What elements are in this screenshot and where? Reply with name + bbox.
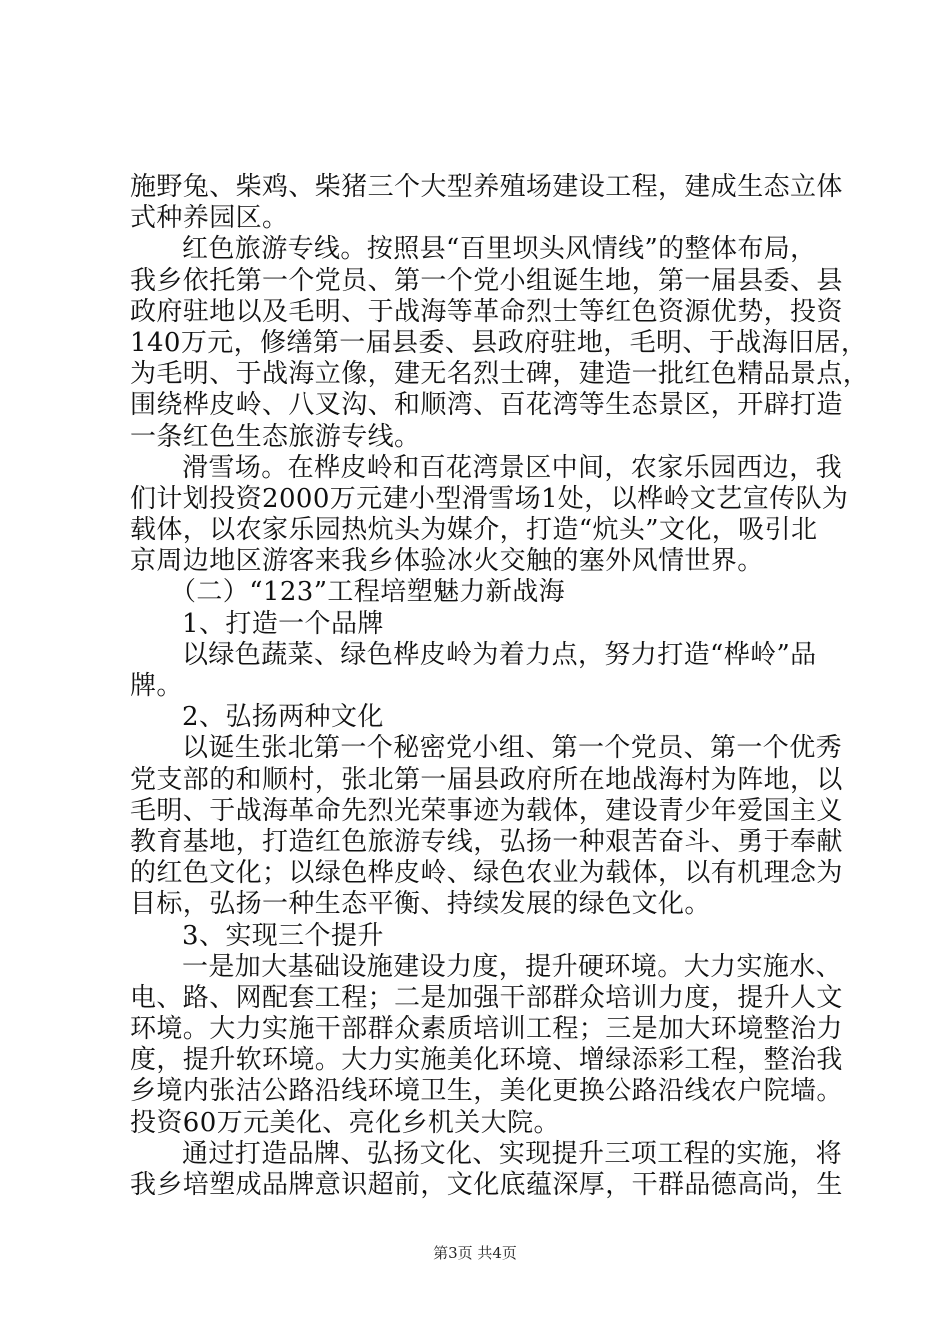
text-line: 3、实现三个提升 [182, 920, 384, 951]
text-line: 一条红色生态旅游专线。 [130, 421, 421, 452]
text-line: 式种养园区。 [130, 203, 289, 234]
text-line: 目标，弘扬一种生态平衡、持续发展的绿色文化。 [130, 889, 711, 920]
text-line: 政府驻地以及毛明、于战海等革命烈士等红色资源优势，投资 [130, 296, 843, 327]
text-line: 投资60万元美化、亮化乡机关大院。 [130, 1107, 560, 1138]
text-line: 的红色文化；以绿色桦皮岭、绿色农业为载体，以有机理念为 [130, 858, 843, 889]
text-line: 1、打造一个品牌 [182, 608, 384, 639]
text-line: 党支部的和顺村，张北第一届县政府所在地战海村为阵地，以 [130, 764, 843, 795]
text-line: 我乡培塑成品牌意识超前，文化底蕴深厚，干群品德高尚，生 [130, 1170, 843, 1200]
text-line: 通过打造品牌、弘扬文化、实现提升三项工程的实施，将 [182, 1138, 843, 1169]
text-line: 载体，以农家乐园热炕头为媒介，打造“炕头”文化，吸引北 [130, 515, 818, 546]
text-line: 为毛明、于战海立像，建无名烈士碑，建造一批红色精品景点， [130, 359, 870, 390]
text-line: 牌。 [130, 671, 183, 701]
text-line: 140万元，修缮第一届县委、县政府驻地，毛明、于战海旧居， [130, 327, 868, 358]
text-line: 2、弘扬两种文化 [182, 702, 384, 733]
text-line: 以诞生张北第一个秘密党小组、第一个党员、第一个优秀 [182, 733, 843, 764]
text-line: 教育基地，打造红色旅游专线，弘扬一种艰苦奋斗、勇于奉献 [130, 826, 843, 857]
text-line: 电、路、网配套工程；二是加强干部群众培训力度，提升人文 [130, 982, 843, 1013]
text-line: 滑雪场。在桦皮岭和百花湾景区中间，农家乐园西边，我 [182, 452, 843, 483]
text-line: 我乡依托第一个党员、第一个党小组诞生地，第一届县委、县 [130, 265, 843, 296]
text-line: 毛明、于战海革命先烈光荣事迹为载体，建设青少年爱国主义 [130, 795, 843, 826]
text-line: 乡境内张沽公路沿线环境卫生，美化更换公路沿线农户院墙。 [130, 1076, 843, 1107]
text-line: 环境。大力实施干部群众素质培训工程；三是加大环境整治力 [130, 1014, 843, 1045]
text-line: 京周边地区游客来我乡体验冰火交触的塞外风情世界。 [130, 546, 764, 577]
page-footer [0, 1242, 950, 1263]
text-line: （二）“123”工程培塑魅力新战海 [170, 577, 566, 608]
page-number-label: 第3页 共4页 [433, 1244, 517, 1262]
text-line: 红色旅游专线。按照县“百里坝头风情线”的整体布局， [182, 234, 817, 265]
text-line: 施野兔、柴鸡、柴猪三个大型养殖场建设工程，建成生态立体 [130, 172, 843, 202]
text-line: 度，提升软环境。大力实施美化环境、增绿添彩工程，整治我 [130, 1045, 843, 1076]
text-line: 围绕桦皮岭、八叉沟、和顺湾、百花湾等生态景区，开辟打造 [130, 390, 843, 421]
text-line: 们计划投资2000万元建小型滑雪场1处，以桦岭文艺宣传队为 [130, 483, 849, 514]
text-line: 以绿色蔬菜、绿色桦皮岭为着力点，努力打造“桦岭”品 [182, 639, 817, 670]
text-line: 一是加大基础设施建设力度，提升硬环境。大力实施水、 [182, 951, 843, 982]
document-body [130, 172, 870, 1201]
